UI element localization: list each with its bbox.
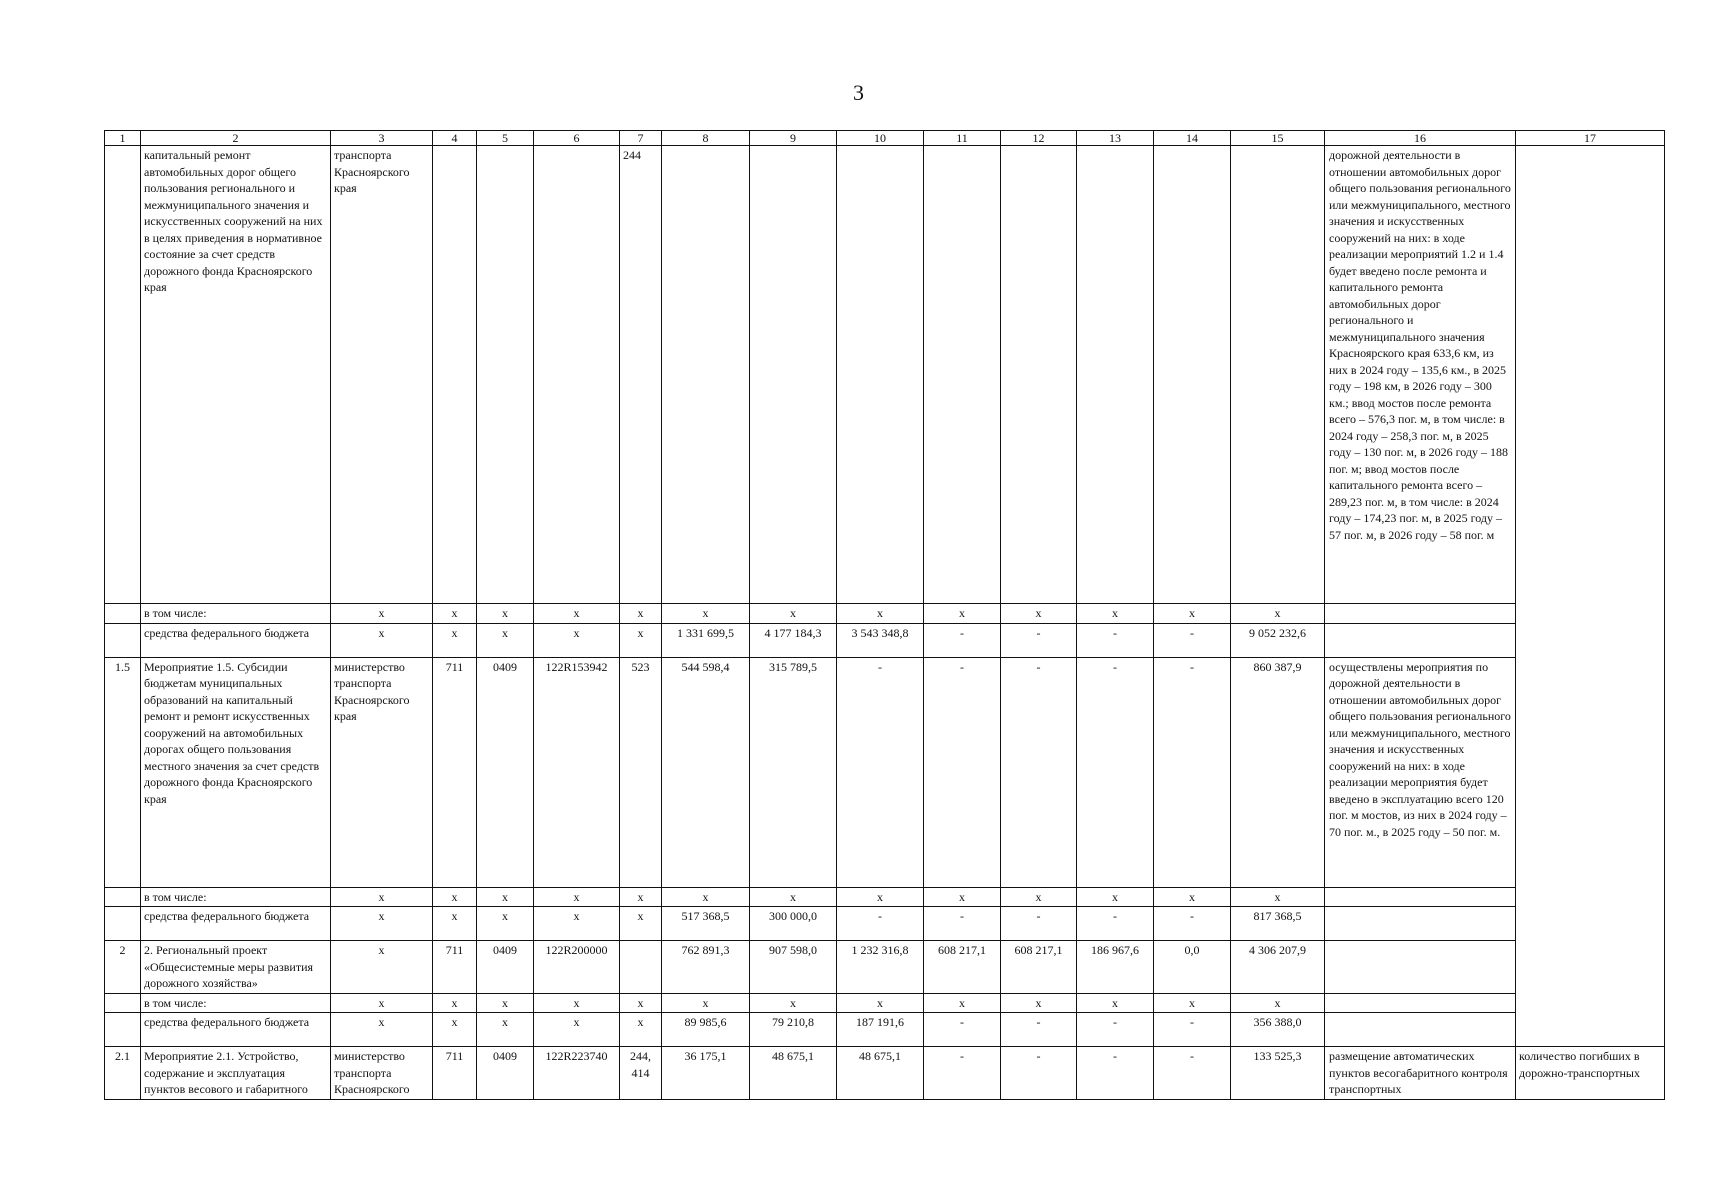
table-cell: x	[433, 887, 477, 907]
amount-2025: 315 789,5	[750, 657, 837, 887]
table-cell: x	[534, 907, 620, 941]
header-cell: 14	[1154, 131, 1231, 146]
table-cell: -	[924, 1047, 1001, 1100]
table-cell: x	[924, 993, 1001, 1013]
table-cell: x	[1001, 604, 1077, 624]
table-cell: -	[924, 907, 1001, 941]
table-cell: x	[477, 887, 534, 907]
header-cell: 4	[433, 131, 477, 146]
amount-2026: 3 543 348,8	[837, 623, 924, 657]
table-cell: 0409	[477, 657, 534, 887]
table-cell: x	[331, 941, 433, 994]
table-cell: x	[331, 993, 433, 1013]
table-cell: -	[1077, 657, 1154, 887]
table-cell: x	[837, 604, 924, 624]
table-cell: 122R200000	[534, 941, 620, 994]
header-cell: 7	[620, 131, 662, 146]
table-cell: x	[1231, 887, 1325, 907]
header-cell: 11	[924, 131, 1001, 146]
amount-2024: 517 368,5	[662, 907, 750, 941]
table-cell: -	[1001, 1013, 1077, 1047]
table-cell: x	[1154, 604, 1231, 624]
table-cell: x	[534, 604, 620, 624]
amount-2026: -	[837, 907, 924, 941]
header-cell: 9	[750, 131, 837, 146]
row-label: в том числе:	[141, 604, 331, 624]
table-cell: x	[477, 604, 534, 624]
table-cell: 122R223740	[534, 1047, 620, 1100]
row-label: средства федерального бюджета	[141, 623, 331, 657]
amount-2024: 544 598,4	[662, 657, 750, 887]
row-label: в том числе:	[141, 993, 331, 1013]
table-cell: -	[1077, 1047, 1154, 1100]
table-cell: -	[924, 657, 1001, 887]
responsible-executor: транспорта Красноярского края	[331, 146, 433, 604]
header-cell: 15	[1231, 131, 1325, 146]
expected-result: дорожной деятельности в отношении автомобильных дорог общего пользования регионального или межмуниципального, местного значения и искусственных сооружений на них: в ходе реализации мероприятий 1.2 и 1.4 будет введено после ремонта и капитального ремонта автомобильных дорог регионального и межмуниципального значения Красноярского края 633,6 км, из них в 2024 году – 135,6 км., в 2025 году – 198 км, в 2026 году – 300 км.; ввод мостов после ремонта всего – 576,3 пог. м, в том числе: в 2024 году – 258,3 пог. м, в 2025 году – 130 пог. м, в 2026 году – 188 пог. м; ввод мостов после капитального ремонта всего – 289,23 пог. м, в том числе: в 2024 году – 174,23 пог. м, в 2025 году – 57 пог. м, в 2026 году – 58 пог. м	[1325, 146, 1516, 604]
amount-total: 817 368,5	[1231, 907, 1325, 941]
table-cell: x	[534, 887, 620, 907]
row-label: в том числе:	[141, 887, 331, 907]
table-cell: -	[1001, 657, 1077, 887]
table-cell: x	[331, 604, 433, 624]
measure-name: Мероприятие 1.5. Субсидии бюджетам муниципальных образований на капитальный ремонт и ремонт искусственных сооружений на автомобильных дорогах общего пользования местного значения за счет средств дорожного фонда Красноярского края	[141, 657, 331, 887]
header-cell: 13	[1077, 131, 1154, 146]
table-cell: x	[331, 623, 433, 657]
table-cell: x	[837, 993, 924, 1013]
table-cell: -	[1154, 623, 1231, 657]
target-indicator: количество погибших в дорожно-транспортных	[1516, 1047, 1665, 1100]
amount-2030: 0,0	[1154, 941, 1231, 994]
amount-2025: 79 210,8	[750, 1013, 837, 1047]
table-cell: x	[1001, 993, 1077, 1013]
measure-name: капитальный ремонт автомобильных дорог общего пользования регионального и межмуниципального значения и искусственных сооружений на них в целях приведения в нормативное состояние за счет средств дорожного фонда Красноярского края	[141, 146, 331, 604]
table-cell: x	[331, 887, 433, 907]
column-number-row	[105, 131, 1665, 146]
amount-2026: -	[837, 657, 924, 887]
table-cell: x	[750, 887, 837, 907]
table-cell: x	[924, 887, 1001, 907]
table-cell: x	[620, 623, 662, 657]
table-cell: -	[924, 623, 1001, 657]
table-cell: x	[1154, 993, 1231, 1013]
table-cell: -	[1154, 1047, 1231, 1100]
amount-2026: 1 232 316,8	[837, 941, 924, 994]
table-cell: x	[1231, 993, 1325, 1013]
table-cell: -	[1077, 1013, 1154, 1047]
amount-total: 860 387,9	[1231, 657, 1325, 887]
table-row	[105, 604, 1665, 624]
table-cell: x	[1077, 887, 1154, 907]
table-cell: 711	[433, 1047, 477, 1100]
table-cell: x	[662, 993, 750, 1013]
table-cell: -	[1077, 907, 1154, 941]
table-cell: x	[534, 1013, 620, 1047]
amount-2024: 762 891,3	[662, 941, 750, 994]
table-cell: 122R153942	[534, 657, 620, 887]
amount-2027: 608 217,1	[924, 941, 1001, 994]
table-cell: -	[1001, 1047, 1077, 1100]
amount-2029: 186 967,6	[1077, 941, 1154, 994]
header-cell: 2	[141, 131, 331, 146]
header-cell: 16	[1325, 131, 1516, 146]
table-cell: 523	[620, 657, 662, 887]
table-cell: x	[1231, 604, 1325, 624]
table-cell: x	[433, 1013, 477, 1047]
table-cell: -	[1001, 623, 1077, 657]
amount-total: 356 388,0	[1231, 1013, 1325, 1047]
header-cell: 8	[662, 131, 750, 146]
amount-total: 9 052 232,6	[1231, 623, 1325, 657]
row-number: 2.1	[105, 1047, 141, 1100]
row-label: средства федерального бюджета	[141, 907, 331, 941]
table-cell: x	[331, 1013, 433, 1047]
table-cell	[620, 941, 662, 994]
amount-2025: 48 675,1	[750, 1047, 837, 1100]
page-number: 3	[853, 80, 864, 105]
table-cell: -	[1154, 1013, 1231, 1047]
responsible-executor: министерство транспорта Красноярского	[331, 1047, 433, 1100]
amount-total: 133 525,3	[1231, 1047, 1325, 1100]
table-cell: -	[1001, 907, 1077, 941]
table-cell: x	[477, 623, 534, 657]
table-cell: x	[924, 604, 1001, 624]
table-cell: x	[433, 623, 477, 657]
amount-2024: 89 985,6	[662, 1013, 750, 1047]
header-cell: 5	[477, 131, 534, 146]
table-cell: x	[534, 993, 620, 1013]
table-cell: x	[433, 993, 477, 1013]
table-cell: 711	[433, 657, 477, 887]
program-table	[104, 130, 1665, 1100]
amount-2024: 1 331 699,5	[662, 623, 750, 657]
table-cell: x	[433, 907, 477, 941]
amount-2025: 300 000,0	[750, 907, 837, 941]
table-cell: -	[924, 1013, 1001, 1047]
responsible-executor: министерство транспорта Красноярского края	[331, 657, 433, 887]
table-cell: x	[1154, 887, 1231, 907]
table-cell: x	[477, 1013, 534, 1047]
table-cell: x	[620, 1013, 662, 1047]
amount-2026: 48 675,1	[837, 1047, 924, 1100]
table-cell: x	[620, 887, 662, 907]
table-row	[105, 887, 1665, 907]
header-cell: 12	[1001, 131, 1077, 146]
table-cell: 0409	[477, 1047, 534, 1100]
row-number: 2	[105, 941, 141, 994]
table-cell: x	[620, 993, 662, 1013]
table-row	[105, 657, 1665, 887]
table-cell: x	[1077, 604, 1154, 624]
table-cell: 244, 414	[620, 1047, 662, 1100]
table-cell: x	[750, 993, 837, 1013]
table-row	[105, 146, 1665, 604]
table-row	[105, 941, 1665, 994]
table-cell: x	[837, 887, 924, 907]
header-cell: 10	[837, 131, 924, 146]
table-row	[105, 907, 1665, 941]
expense-type: 244	[620, 146, 662, 604]
header-cell: 17	[1516, 131, 1665, 146]
measure-name: Мероприятие 2.1. Устройство, содержание и эксплуатация пунктов весового и габаритного	[141, 1047, 331, 1100]
table-cell: x	[662, 887, 750, 907]
table-cell: x	[662, 604, 750, 624]
table-row	[105, 993, 1665, 1013]
amount-2025: 907 598,0	[750, 941, 837, 994]
header-cell: 1	[105, 131, 141, 146]
table-cell: x	[750, 604, 837, 624]
table-cell: x	[477, 993, 534, 1013]
table-cell: 711	[433, 941, 477, 994]
table-cell: x	[1001, 887, 1077, 907]
row-label: средства федерального бюджета	[141, 1013, 331, 1047]
table-cell: x	[620, 604, 662, 624]
amount-2024: 36 175,1	[662, 1047, 750, 1100]
amount-2025: 4 177 184,3	[750, 623, 837, 657]
table-cell: x	[534, 623, 620, 657]
header-cell: 3	[331, 131, 433, 146]
table-row	[105, 1013, 1665, 1047]
row-number: 1.5	[105, 657, 141, 887]
project-name: 2. Региональный проект «Общесистемные меры развития дорожного хозяйства»	[141, 941, 331, 994]
table-cell: 0409	[477, 941, 534, 994]
expected-result: размещение автоматических пунктов весогабаритного контроля транспортных	[1325, 1047, 1516, 1100]
table-row	[105, 1047, 1665, 1100]
amount-2026: 187 191,6	[837, 1013, 924, 1047]
table-cell: -	[1154, 907, 1231, 941]
amount-total: 4 306 207,9	[1231, 941, 1325, 994]
table-cell: -	[1077, 623, 1154, 657]
table-cell: x	[433, 604, 477, 624]
table-cell: x	[477, 907, 534, 941]
table-cell: x	[620, 907, 662, 941]
table-row	[105, 623, 1665, 657]
expected-result: осуществлены мероприятия по дорожной деятельности в отношении автомобильных дорог общего пользования регионального или межмуниципального, местного значения и искусственных сооружений на них: в ходе реализации мероприятия будет введено в эксплуатацию всего 120 пог. м мостов, из них в 2024 году – 70 пог. м., в 2025 году – 50 пог. м.	[1325, 657, 1516, 887]
indicator-cell	[1516, 146, 1665, 1047]
amount-2028: 608 217,1	[1001, 941, 1077, 994]
header-cell: 6	[534, 131, 620, 146]
table-cell: -	[1154, 657, 1231, 887]
table-cell: x	[1077, 993, 1154, 1013]
table-cell: x	[331, 907, 433, 941]
